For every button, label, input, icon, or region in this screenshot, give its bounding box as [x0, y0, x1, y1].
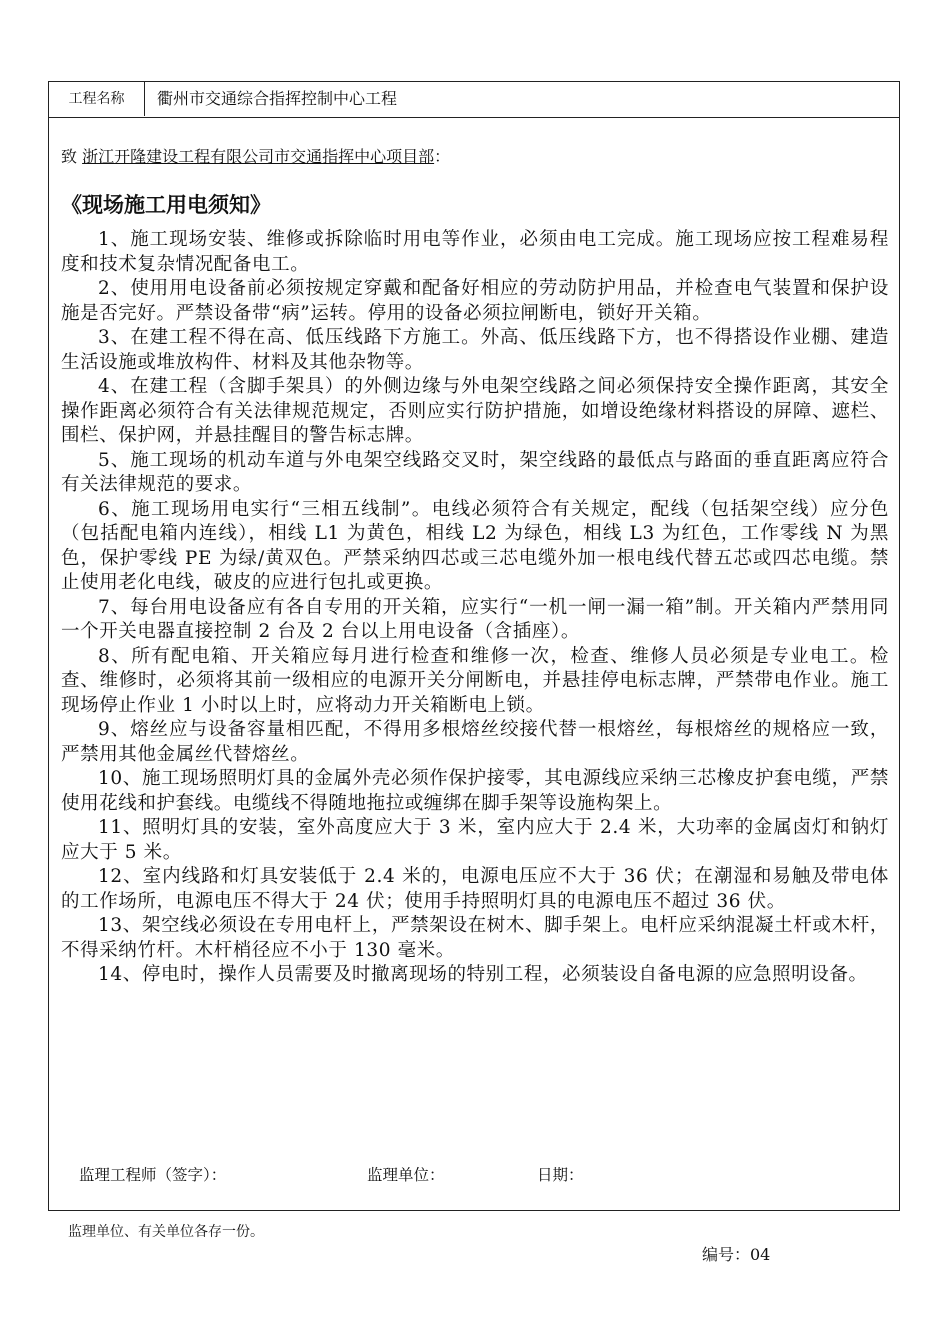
project-name-value: 衢州市交通综合指挥控制中心工程: [157, 89, 398, 108]
engineer-signature-label: 监理工程师（签字）：: [79, 1166, 227, 1184]
document-number: 编号：04: [702, 1245, 771, 1264]
notice-item-9: 9、熔丝应与设备容量相匹配，不得用多根熔丝绞接代替一根熔丝，每根熔丝的规格应一致，严禁用其他金属丝代替熔丝。: [61, 719, 889, 765]
date-label: 日期：: [537, 1166, 584, 1184]
notice-body: [61, 228, 889, 988]
addressee-name: 浙江开隆建设工程有限公司市交通指挥中心项目部: [82, 147, 435, 166]
supervision-unit-label: 监理单位：: [367, 1166, 445, 1184]
notice-item-6: 6、施工现场用电实行“三相五线制”。电线必须符合有关规定，配线（包括架空线）应分色（包括配电箱内连线），相线 L1 为黄色，相线 L2 为绿色，相线 L3 为红色，工作零线 N 为黑色，保护零线 PE 为绿/黄双色。严禁采纳四芯或三芯电缆外加一根电线代替五芯或四芯电缆。禁止使用老化电线，破皮的应进行包扎或更换。: [61, 498, 889, 593]
notice-title: 《现场施工用电须知》: [61, 193, 271, 217]
notice-item-12: 12、室内线路和灯具安装低于 2.4 米的，电源电压应不大于 36 伏；在潮湿和易触及带电体的工作场所，电源电压不得大于 24 伏；使用手持照明灯具的电源电压不超过 36 伏。: [61, 866, 889, 912]
notice-item-10: 10、施工现场照明灯具的金属外壳必须作保护接零，其电源线应采纳三芯橡皮护套电缆，严禁使用花线和护套线。电缆线不得随地拖拉或缠绑在脚手架等设施构架上。: [61, 768, 889, 814]
notice-item-8: 8、所有配电箱、开关箱应每月进行检查和维修一次，检查、维修人员必须是专业电工。检查、维修时，必须将其前一级相应的电源开关分闸断电，并悬挂停电标志牌，严禁带电作业。施工现场停止作业 1 小时以上时，应将动力开关箱断电上锁。: [61, 645, 889, 716]
notice-item-4: 4、在建工程（含脚手架具）的外侧边缘与外电架空线路之间必须保持安全操作距离，其安全操作距离必须符合有关法律规范规定，否则应实行防护措施，如增设绝缘材料搭设的屏障、遮栏、围栏、保护网，并悬挂醒目的警告标志牌。: [61, 376, 889, 446]
notice-item-1: 1、施工现场安装、维修或拆除临时用电等作业，必须由电工完成。施工现场应按工程难易程度和技术复杂情况配备电工。: [61, 229, 889, 275]
addressee-line: [61, 145, 450, 169]
notice-item-2: 2、使用用电设备前必须按规定穿戴和配备好相应的劳动防护用品，并检查电气装置和保护设施是否完好。严禁设备带“病”运转。停用的设备必须拉闸断电，锁好开关箱。: [61, 278, 889, 324]
notice-item-11: 11、照明灯具的安装，室外高度应大于 3 米，室内应大于 2.4 米，大功率的金属卤灯和钠灯应大于 5 米。: [61, 817, 889, 863]
addressee-suffix: ：: [434, 147, 451, 166]
addressee-prefix: 致: [61, 147, 83, 166]
project-header-row: [49, 82, 899, 118]
notice-item-14: 14、停电时，操作人员需要及时撤离现场的特别工程，必须装设自备电源的应急照明设备。: [98, 964, 868, 985]
notice-item-13: 13、架空线必须设在专用电杆上，严禁架设在树木、脚手架上。电杆应采纳混凝土杆或木杆，不得采纳竹杆。木杆梢径应不小于 130 毫米。: [61, 915, 889, 961]
notice-form-frame: [48, 81, 900, 1211]
notice-item-3: 3、在建工程不得在高、低压线路下方施工。外高、低压线路下方，也不得搭设作业棚、建造生活设施或堆放构件、材料及其他杂物等。: [61, 327, 889, 373]
project-name-label: 工程名称: [49, 82, 145, 116]
copies-footnote: 监理单位、有关单位各存一份。: [68, 1224, 264, 1240]
notice-item-5: 5、施工现场的机动车道与外电架空线路交叉时，架空线路的最低点与路面的垂直距离应符合有关法律规范的要求。: [61, 449, 889, 495]
notice-item-7: 7、每台用电设备应有各自专用的开关箱，应实行“一机一闸一漏一箱”制。开关箱内严禁用同一个开关电器直接控制 2 台及 2 台以上用电设备（含插座）。: [61, 596, 889, 642]
